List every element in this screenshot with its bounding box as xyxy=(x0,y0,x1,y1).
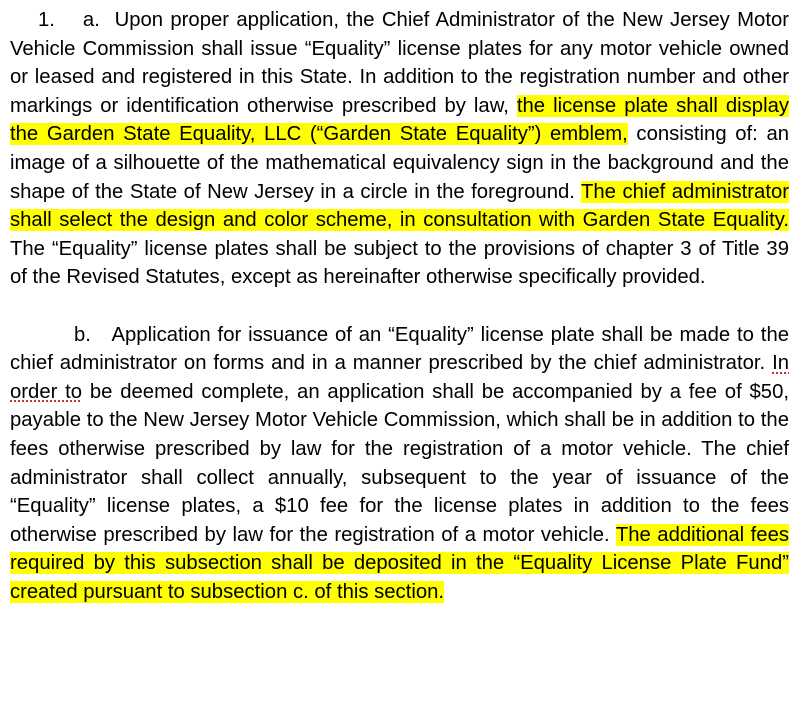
highlight-emblem: the license plate shall display the Garden State Equality, LLC (“Garden State Equality”) emblem, xyxy=(10,94,789,146)
spellcheck-flagged-phrase[interactable]: In order to xyxy=(10,352,789,403)
paragraph-b xyxy=(10,321,789,607)
document-body xyxy=(10,6,789,606)
paragraph-a-text-3: The “Equality” license plates shall be subject to the provisions of chapter 3 of Title 39 of the Revised Statutes, except as hereinafter otherwise specifically provided. xyxy=(10,237,789,289)
paragraph-a-text-1: Upon proper application, the Chief Administrator of the New Jersey Motor Vehicle Commission shall issue “Equality” license plates for any motor vehicle owned or leased and registered in this State. In addition to the registration number and other markings or identification otherwise prescribed by law, xyxy=(10,9,789,117)
highlight-design: The chief administrator shall select the design and color scheme, in consultation with Garden State Equality. xyxy=(10,180,789,232)
subsection-label-a: a. xyxy=(82,9,100,31)
highlight-fees: The additional fees required by this subsection shall be deposited in the “Equality License Plate Fund” created pursuant to subsection c. of this section. xyxy=(10,523,790,603)
paragraph-b-text-1: Application for issuance of an “Equality” license plate shall be made to the chief administrator on forms and in a manner prescribed by the chief administrator. xyxy=(10,323,790,375)
subsection-label-b: b. xyxy=(74,323,91,346)
section-number: 1. xyxy=(38,9,55,31)
paragraph-b-text-2: be deemed complete, an application shall be accompanied by a fee of $50, payable to the New Jersey Motor Vehicle Commission, which shall be in addition to the fees otherwise prescribed by law for the registration of a motor vehicle. The chief administrator shall collect annually, subsequent to the year of issuance of the “Equality” license plates, a $10 fee for the license plates in addition to the fees otherwise prescribed by law for the registration of a motor vehicle. xyxy=(10,380,789,546)
paragraph-a xyxy=(10,6,789,292)
paragraph-a-text-2: consisting of: an image of a silhouette of the mathematical equivalency sign in the background and the shape of the State of New Jersey in a circle in the foreground. xyxy=(10,123,790,203)
